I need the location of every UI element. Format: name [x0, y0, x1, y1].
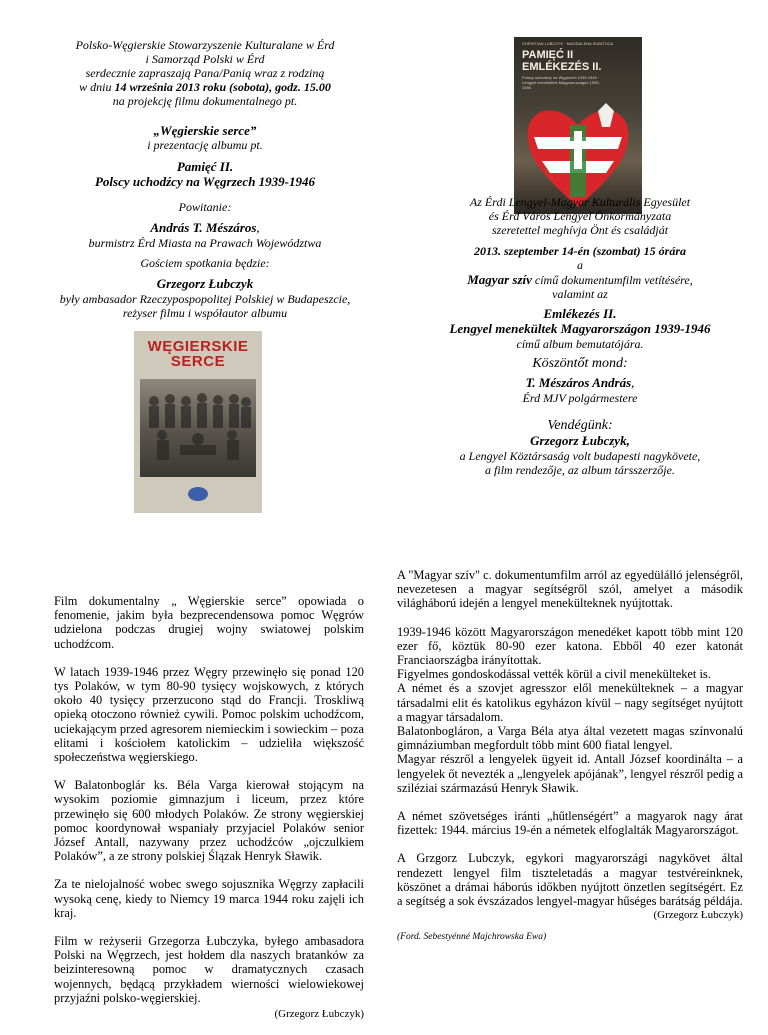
polish-invite-line: serdecznie zapraszają Pana/Panią wraz z rodziną [85, 66, 325, 80]
polish-date: 14 września 2013 roku (sobota), godz. 15.00 [114, 80, 331, 94]
hungarian-film-line [395, 272, 765, 288]
hungarian-article [397, 568, 743, 959]
pamiec-cover-title-pl: PAMIĘĆ II [522, 49, 574, 61]
hungarian-paragraph: Balatonbogláron, a Varga Béla atya által vezetett magas színvonalú gimnáziumban megfordult több mint 600 fiatal lengyel. [397, 724, 743, 753]
pamiec-book-cover [514, 37, 642, 214]
polish-article [54, 594, 364, 1035]
hungarian-welcome-name-line [395, 375, 765, 390]
hungarian-translator-credit: (Ford. Sebestyénné Majchrowska Ewa) [397, 932, 547, 943]
hungarian-paragraph: A német és a szovjet agresszor elől menekülteknek – a magyar társadalmi elit és katolikus egyházon kívül – nagy segítséget nyújtott a magyar társadalom. [397, 681, 743, 724]
polish-projection: na projekcję filmu dokumentalnego pt. [112, 94, 298, 108]
hungarian-invite-line: Az Érdi Lengyel-Magyar Kulturális Egyesület [469, 195, 691, 209]
pamiec-cover-authors: CHRISTIAN LUBCZYK · MAGDALENA SUBOTICA [522, 41, 614, 46]
hungarian-film-suffix: című dokumentumfilm vetítésére, [531, 273, 693, 287]
hungarian-welcome-label: Köszöntőt mond: [532, 356, 628, 371]
serce-cover-title-line1: WĘGIERSKIE [147, 338, 249, 355]
polish-invite-line: i Samorząd Polski w Érd [145, 52, 265, 66]
polish-welcome-name: András T. Mészáros [150, 220, 257, 235]
group-photo-figures [140, 379, 256, 477]
hungarian-guest-role: a Lengyel Köztársaság volt budapesti nagykövete, [459, 449, 701, 463]
polish-date-prefix: w dniu [79, 80, 115, 94]
polish-paragraph: Za te nielojalność wobec swego sojusznika Węgrzy zapłacili wysoką cenę, kiedy to Niemcy 19 marca 1944 roku zajęli ich kraj. [54, 877, 364, 920]
film-logo-icon [188, 487, 208, 501]
polish-date-line [20, 80, 390, 94]
pamiec-cover-title-hu: EMLÉKEZÉS II. [522, 61, 602, 73]
hungarian-a: a [577, 258, 583, 272]
serce-cover-title [134, 339, 262, 369]
polish-album-intro: i prezentację albumu pt. [147, 138, 263, 152]
polish-invite-line: Polsko-Węgierskie Stowarzyszenie Kulturalane w Érd [75, 38, 335, 52]
hungarian-signature: (Grzegorz Łubczyk) [653, 909, 743, 922]
hungarian-paragraph: A Grzgorz Lubczyk, egykori magyarországi nagykövet által rendezett lengyel film tiszteletadás a magyar testvéreinknek, köszönet a drámai háborús időkben nyújtott önzetlen segítségért. Ez a segítség a sok évszázados lengyel-magyar hűséges barátság példája. [397, 851, 743, 909]
polish-guest-label: Gościem spotkania będzie: [140, 256, 270, 270]
polish-guest-name: Grzegorz Łubczyk [156, 276, 254, 291]
hungarian-album-suffix: című album bemutatójára. [516, 337, 644, 351]
polish-welcome-label: Powitanie: [178, 200, 232, 214]
group-photo-image [140, 379, 256, 477]
polish-invite-block [20, 38, 390, 108]
hungarian-paragraph: Magyar részről a lengyelek ügyeit id. Antall József koordinálta – a lengyelek őt nevezték a „lengyelek apójának”, lengyel részről pedig a sziléziai származású Henryk Sławik. [397, 752, 743, 795]
hungarian-guest-label: Vendégünk: [547, 418, 613, 433]
polish-paragraph: W latach 1939-1946 przez Węgry przewinęło się ponad 120 tys Polaków, w tym 80-90 tysięcy wojskowych, z których około 40 tysięcy przerzucono stąd do Francji. Troskliwą opieką otoczono również cywili. Pomoc polskim uchodźcom, uciekającym przed agresorem niemieckim i sowieckim – poza elitami i kościołem katolickim – udzieliła większość społeczeństwa węgierskiego. [54, 664, 364, 765]
hungarian-invite-line: szeretettel meghívja Önt és családját [491, 223, 669, 237]
polish-guest-role: były ambasador Rzeczypospopolitej Polskiej w Budapeszcie, [59, 292, 351, 306]
serce-cover-title-line2: SERCE [170, 353, 226, 370]
polish-paragraph: Film dokumentalny „ Węgierskie serce” opowiada o fenomenie, jakim była bezprecendensowa pomoc Węgrów udzielona podczas drugiej wojny swiatowej polskim uchodźcom. [54, 594, 364, 651]
polish-paragraph: Film w reżyserii Grzegorza Łubczyka, byłego ambasadora Polski na Węgrzech, jest hołdem dla naszych bratanków za beizinteresowną pomoc w dramatycznych czasach wojennych, będącą przykładem wierności wielowiekowej przyjaźni polsko-węgierskiej. [54, 934, 364, 1005]
polish-welcome-comma: , [256, 220, 260, 235]
hungarian-paragraph: A német szövetséges iránti „hűtlenségért” a magyarok nagy árat fizettek: 1944. március 19-én a németek elfoglalták Magyarországot. [397, 809, 743, 838]
polish-film-title: „Węgierskie serce” [153, 123, 257, 138]
hungarian-album-subtitle: Lengyel menekültek Magyarországon 1939-1946 [449, 321, 711, 336]
polish-signature: (Grzegorz Łubczyk) [274, 1008, 364, 1021]
hungarian-invite-line: és Érd Város Lengyel Önkormányzata [488, 209, 672, 223]
polish-album-subtitle: Polscy uchodźcy na Węgrzech 1939-1946 [94, 174, 316, 189]
hungarian-album-title: Emlékezés II. [543, 306, 617, 321]
polish-paragraph: W Balatonboglár ks. Béla Varga kierował stojącym na wysokim poziomie gimnazjum i liceum, przez które przewinęło się 600 młodych Polaków. Ze strony węgierskiej pomoc koordynował wspaniały przyjaciel Polaków senior József Antall, nazywany przez uchodźców „ojczulkiem Polaków”, a ze strony polskiej Ślązak Henryk Sławik. [54, 778, 364, 864]
hungarian-date: 2013. szeptember 14-én (szombat) 15 órára [474, 244, 686, 258]
polish-guest-role: reżyser filmu i współautor albumu [122, 306, 288, 320]
polish-welcome-role: burmistrz Érd Miasta na Prawach Województwa [88, 236, 322, 250]
hungarian-welcome-comma: , [631, 375, 635, 390]
heart-illustration [514, 37, 642, 214]
hungarian-paragraph: Figyelmes gondoskodással vették körül a civil menekülteket is. [397, 667, 711, 682]
hungarian-guest-role: a film rendezője, az album társszerzője. [485, 463, 675, 477]
hungarian-film-title: Magyar szív [467, 272, 532, 287]
pamiec-cover-subtitle: Polscy uchodźcy na Węgrzech 1939-1946 · Lengyel menekültek Magyarországon 1939-1946 [522, 75, 600, 90]
polish-welcome-name-line [20, 220, 390, 235]
hungarian-welcome-name: T. Mészáros András [525, 375, 632, 390]
hungarian-and: valamint az [552, 287, 608, 301]
hungarian-paragraph: 1939-1946 között Magyarországon menedéket kapott több mint 120 ezer fő, köztük 80-90 ezer katona. Ebből 40 ezer katonát Franciaországba irányítottak. [397, 624, 743, 668]
hungarian-paragraph: A "Magyar szív" c. dokumentumfilm arról az egyedülálló jelenségről, nevezetesen a magyar segítségről szól, amelyet a második világháború idején a lengyel menekülteknek nyújtottak. [397, 568, 743, 611]
wegierskie-serce-cover [134, 331, 262, 513]
heart-icon [527, 110, 628, 207]
hungarian-guest-name: Grzegorz Łubczyk, [530, 433, 630, 448]
hungarian-welcome-role: Érd MJV polgármestere [522, 391, 638, 405]
polish-album-title: Pamięć II. [176, 159, 234, 174]
hungarian-invite-block [395, 195, 765, 237]
